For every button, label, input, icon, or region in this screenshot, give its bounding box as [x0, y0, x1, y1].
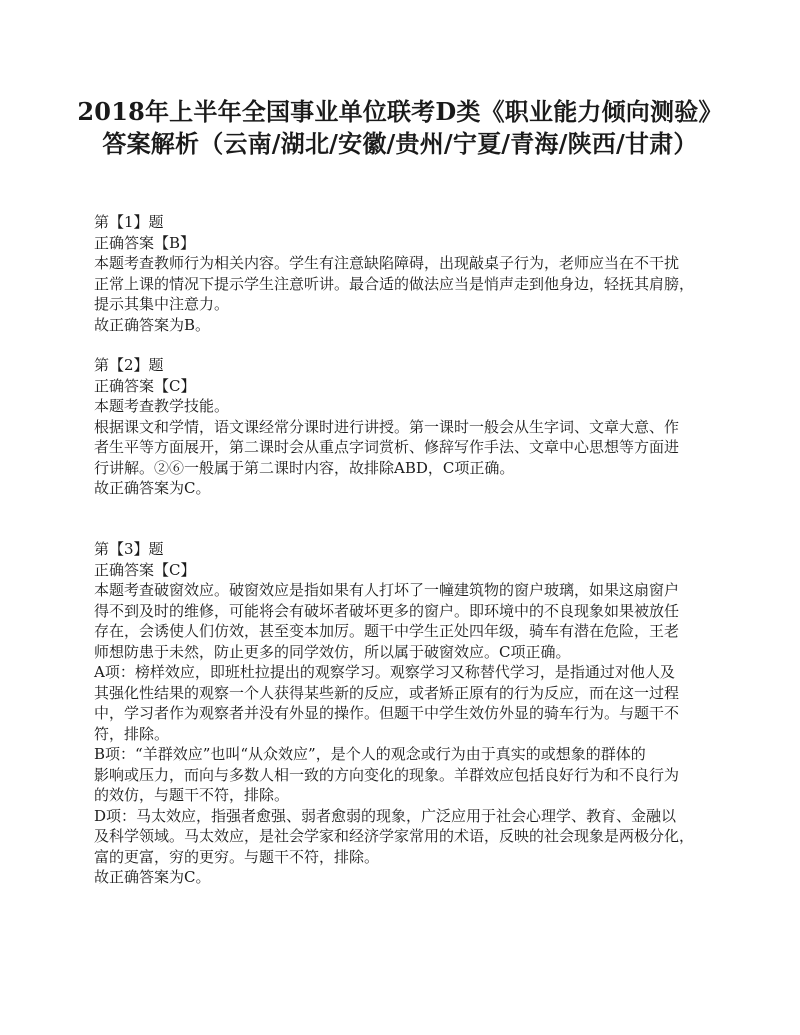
- question-heading: 第【1】题: [94, 213, 164, 231]
- explanation-line: 本题考查教学技能。: [94, 397, 230, 415]
- correct-answer: 正确答案【C】: [94, 376, 196, 395]
- explanation-line: A项：榜样效应，即班杜拉提出的观察学习。观察学习又称替代学习，是指通过对他人及: [94, 663, 675, 681]
- explanation-line: 中，学习者作为观察者并没有外显的操作。但题干中学生效仿外显的骑车行为。与题干不: [94, 704, 680, 722]
- question-block-3: [94, 539, 734, 888]
- question-block-2: [94, 355, 734, 499]
- explanation-line: 影响或压力，而向与多数人相一致的方向变化的现象。羊群效应包括良好行为和不良行为: [94, 765, 680, 784]
- explanation-line: 富的更富，穷的更穷。与题干不符，排除。: [94, 847, 380, 866]
- correct-answer: 正确答案【B】: [94, 233, 196, 252]
- explanation-line: 者生平等方面展开，第二课时会从重点字词赏析、修辞写作手法、文章中心思想等方面进: [94, 438, 680, 456]
- explanation-line: 及科学领域。马太效应，是社会学家和经济学家常用的术语，反映的社会现象是两极分化，: [94, 827, 695, 845]
- explanation-line: 本题考查教师行为相关内容。学生有注意缺陷障碍，出现敲桌子行为，老师应当在不干扰: [94, 254, 680, 272]
- conclusion-line: 故正确答案为B。: [94, 315, 211, 334]
- explanation-line: B项：“羊群效应”也叫“从众效应”，是个人的观念或行为由于真实的或想象的群体的: [94, 745, 646, 763]
- explanation-line: 得不到及时的维修，可能将会有破坏者破坏更多的窗户。即环境中的不良现象如果被放任: [94, 601, 680, 620]
- conclusion-line: 故正确答案为C。: [94, 479, 211, 497]
- explanation-line: 正常上课的情况下提示学生注意听讲。最合适的做法应当是悄声走到他身边，轻抚其肩膀，: [94, 274, 695, 293]
- document-title: [0, 96, 800, 160]
- question-block-1: [94, 212, 734, 335]
- explanation-line: 符，排除。: [94, 724, 170, 743]
- explanation-line: 根据课文和学情，语文课经常分课时进行讲授。第一课时一般会从生字词、文章大意、作: [94, 417, 680, 436]
- question-heading: 第【2】题: [94, 356, 164, 374]
- explanation-line: 行讲解。②⑥一般属于第二课时内容，故排除ABD，C项正确。: [94, 458, 515, 477]
- question-heading: 第【3】题: [94, 540, 164, 558]
- explanation-line: 提示其集中注意力。: [94, 295, 230, 313]
- explanation-line: 师想防患于未然，防止更多的同学效仿，所以属于破窗效应。C项正确。: [94, 642, 571, 661]
- conclusion-line: 故正确答案为C。: [94, 868, 211, 886]
- explanation-line: 存在，会诱使人们仿效，甚至变本加厉。题干中学生正处四年级，骑车有潜在危险，王老: [94, 622, 680, 640]
- explanation-line: 其强化性结果的观察一个人获得某些新的反应，或者矫正原有的行为反应，而在这一过程: [94, 683, 680, 702]
- explanation-line: 的效仿，与题干不符，排除。: [94, 786, 290, 804]
- title-line-1: 2018年上半年全国事业单位联考D类《职业能力倾向测验》: [77, 97, 723, 126]
- correct-answer: 正确答案【C】: [94, 560, 196, 579]
- explanation-line: 本题考查破窗效应。破窗效应是指如果有人打坏了一幢建筑物的窗户玻璃，如果这扇窗户: [94, 581, 680, 599]
- title-line-2: 答案解析（云南/湖北/安徽/贵州/宁夏/青海/陕西/甘肃）: [102, 129, 698, 158]
- explanation-line: D项：马太效应，指强者愈强、弱者愈弱的现象，广泛应用于社会心理学、教育、金融以: [94, 806, 677, 825]
